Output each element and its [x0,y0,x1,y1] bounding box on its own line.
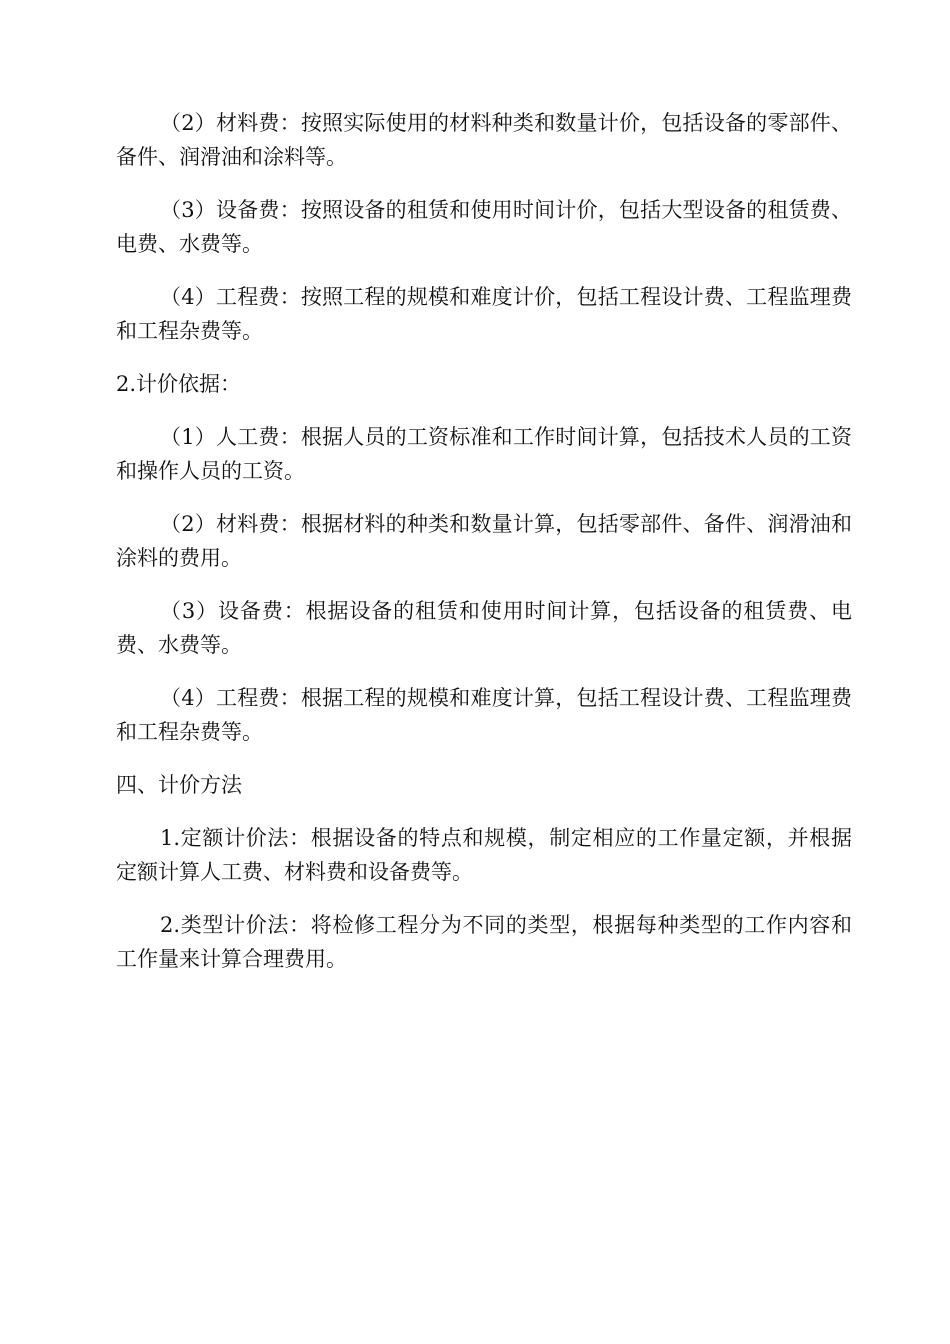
section-heading-pricing-methods: 四、计价方法 [116,773,242,797]
document-body [116,106,852,995]
paragraph-equipment-fee-pricing: （3）设备费：按照设备的租赁和使用时间计价，包括大型设备的租赁费、电费、水费等。 [116,198,852,256]
paragraph-labor-fee-basis: （1）人工费：根据人员的工资标准和工作时间计算，包括技术人员的工资和操作人员的工资。 [116,425,852,483]
paragraph-engineering-fee-basis: （4）工程费：根据工程的规模和难度计算，包括工程设计费、工程监理费和工程杂费等。 [116,686,852,744]
paragraph-equipment-fee-basis: （3）设备费：根据设备的租赁和使用时间计算，包括设备的租赁费、电费、水费等。 [116,599,852,657]
paragraph-engineering-fee-pricing: （4）工程费：按照工程的规模和难度计价，包括工程设计费、工程监理费和工程杂费等。 [116,285,852,343]
paragraph-material-fee-basis: （2）材料费：根据材料的种类和数量计算，包括零部件、备件、润滑油和涂料的费用。 [116,512,852,570]
paragraph-material-fee-pricing: （2）材料费：按照实际使用的材料种类和数量计价，包括设备的零部件、备件、润滑油和涂料等。 [116,111,852,169]
section-heading-pricing-basis: 2.计价依据： [116,372,242,396]
paragraph-quota-pricing-method: 1.定额计价法：根据设备的特点和规模，制定相应的工作量定额，并根据定额计算人工费、材料费和设备费等。 [116,826,852,884]
paragraph-type-pricing-method: 2.类型计价法：将检修工程分为不同的类型，根据每种类型的工作内容和工作量来计算合理费用。 [116,913,852,971]
